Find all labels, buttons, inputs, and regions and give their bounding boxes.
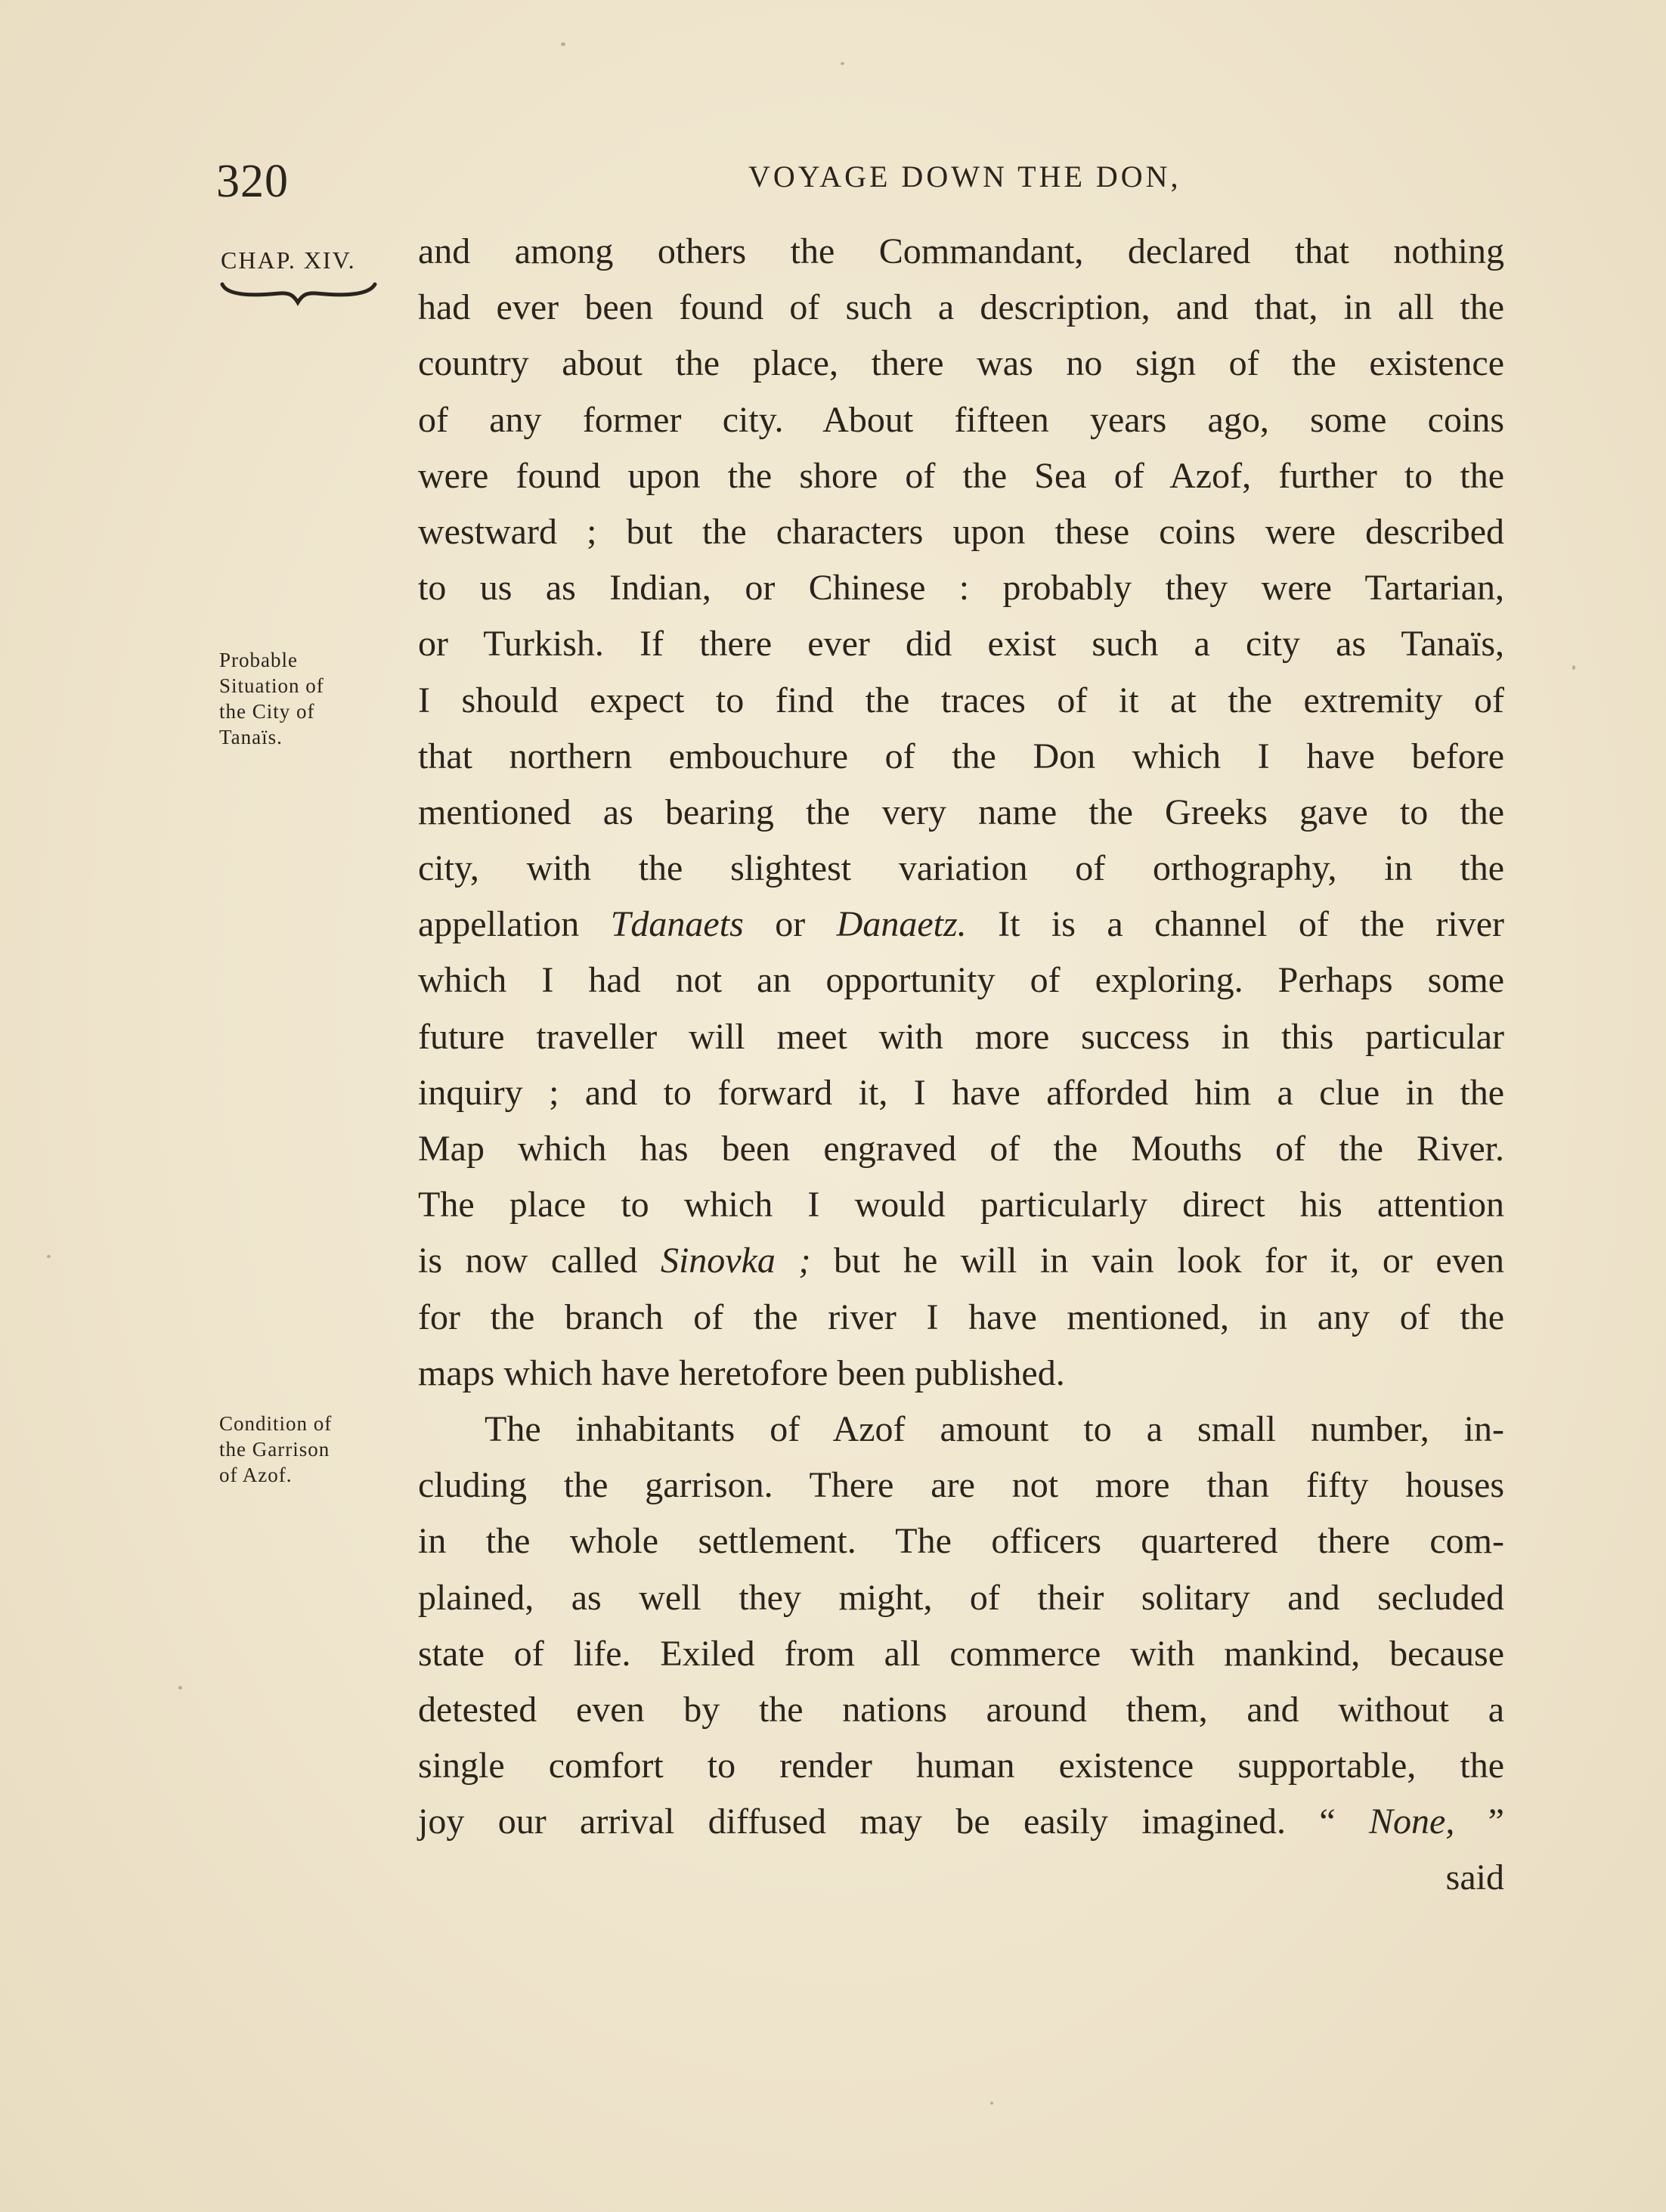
chapter-label: CHAP. XIV.: [221, 246, 356, 274]
text-run: appellation: [418, 904, 611, 945]
sidenote-line: the Garrison: [219, 1438, 330, 1461]
paper-speck: [47, 1255, 51, 1258]
italic-term: None,: [1369, 1802, 1455, 1842]
text-run: It is a channel of the river: [966, 904, 1505, 945]
text-line: detested even by the nations around them, and without a: [418, 1689, 1504, 1730]
text-line: plained, as well they might, of their solitary and secluded: [418, 1577, 1504, 1618]
text-line-with-italics: [418, 897, 1504, 953]
sidenote-line: Situation of: [219, 674, 324, 697]
text-run: but he will in vain look for it, or even: [810, 1241, 1504, 1281]
text-run: joy our arrival diffused may be easily imagined. “: [418, 1802, 1369, 1842]
text-line-with-italics: [418, 1233, 1504, 1289]
text-line: inquiry ; and to forward it, I have afforded him a clue in the: [418, 1072, 1504, 1113]
sidenote-garrison: [219, 1411, 378, 1488]
paragraph-start-line: The inhabitants of Azof amount to a small number, in-: [485, 1408, 1504, 1449]
paragraph-end-line: maps which have heretofore been published.: [418, 1352, 1065, 1393]
text-line: I should expect to find the traces of it at the extremity of: [418, 680, 1504, 720]
paper-speck: [561, 42, 565, 46]
italic-term: Sinovka ;: [660, 1241, 811, 1281]
text-line: state of life. Exiled from all commerce with mankind, because: [418, 1633, 1504, 1674]
text-line: were found upon the shore of the Sea of Azof, further to the: [418, 455, 1504, 496]
chapter-bracket-ornament: [219, 278, 378, 308]
sidenote-line: Probable: [219, 649, 298, 671]
text-line: Map which has been engraved of the Mouths of the River.: [418, 1129, 1504, 1169]
text-line: which I had not an opportunity of exploring. Perhaps some: [418, 960, 1504, 1001]
text-line: The place to which I would particularly direct his attention: [418, 1185, 1504, 1225]
text-line: had ever been found of such a description, and that, in all the: [418, 287, 1504, 328]
text-line: cluding the garrison. There are not more than fifty houses: [418, 1465, 1504, 1506]
text-line: country about the place, there was no sign of the existence: [418, 343, 1504, 384]
text-line: or Turkish. If there ever did exist such a city as Tanaïs,: [418, 624, 1504, 665]
paper-speck: [178, 1686, 182, 1690]
catchword: said: [1445, 1857, 1504, 1898]
text-line: future traveller will meet with more success in this particular: [418, 1016, 1504, 1057]
sidenote-tanais: [219, 647, 378, 750]
running-title: VOYAGE DOWN THE DON,: [748, 160, 1181, 194]
sidenote-line: the City of: [219, 700, 315, 723]
text-line: single comfort to render human existence supportable, the: [418, 1746, 1504, 1786]
text-line-with-italics: [418, 1794, 1504, 1850]
text-run: is now called: [418, 1241, 661, 1281]
paper-speck: [990, 2102, 993, 2105]
italic-term: Tdanaets: [610, 904, 744, 945]
text-line: and among others the Commandant, declared that nothing: [418, 231, 1504, 271]
text-line: mentioned as bearing the very name the Greeks gave to the: [418, 792, 1504, 832]
italic-term: Danaetz.: [836, 904, 967, 945]
body-text: [418, 224, 1504, 1907]
page-number: 320: [216, 156, 289, 207]
text-line: to us as Indian, or Chinese : probably they were Tartarian,: [418, 568, 1504, 609]
text-line: in the whole settlement. The officers quartered there com-: [418, 1521, 1504, 1562]
text-line: of any former city. About fifteen years ago, some coins: [418, 399, 1504, 440]
text-run: or: [743, 904, 837, 945]
sidenote-line: of Azof.: [219, 1464, 293, 1486]
text-line: that northern embouchure of the Don which I have before: [418, 736, 1504, 776]
paper-speck: [841, 62, 844, 65]
sidenote-line: Tanaïs.: [219, 726, 283, 748]
text-line: for the branch of the river I have mentioned, in any of the: [418, 1297, 1504, 1337]
sidenote-line: Condition of: [219, 1412, 333, 1435]
paper-speck: [1572, 665, 1575, 670]
text-line: westward ; but the characters upon these coins were described: [418, 511, 1504, 552]
text-line: city, with the slightest variation of orthography, in the: [418, 848, 1504, 889]
text-run: ”: [1454, 1802, 1504, 1842]
